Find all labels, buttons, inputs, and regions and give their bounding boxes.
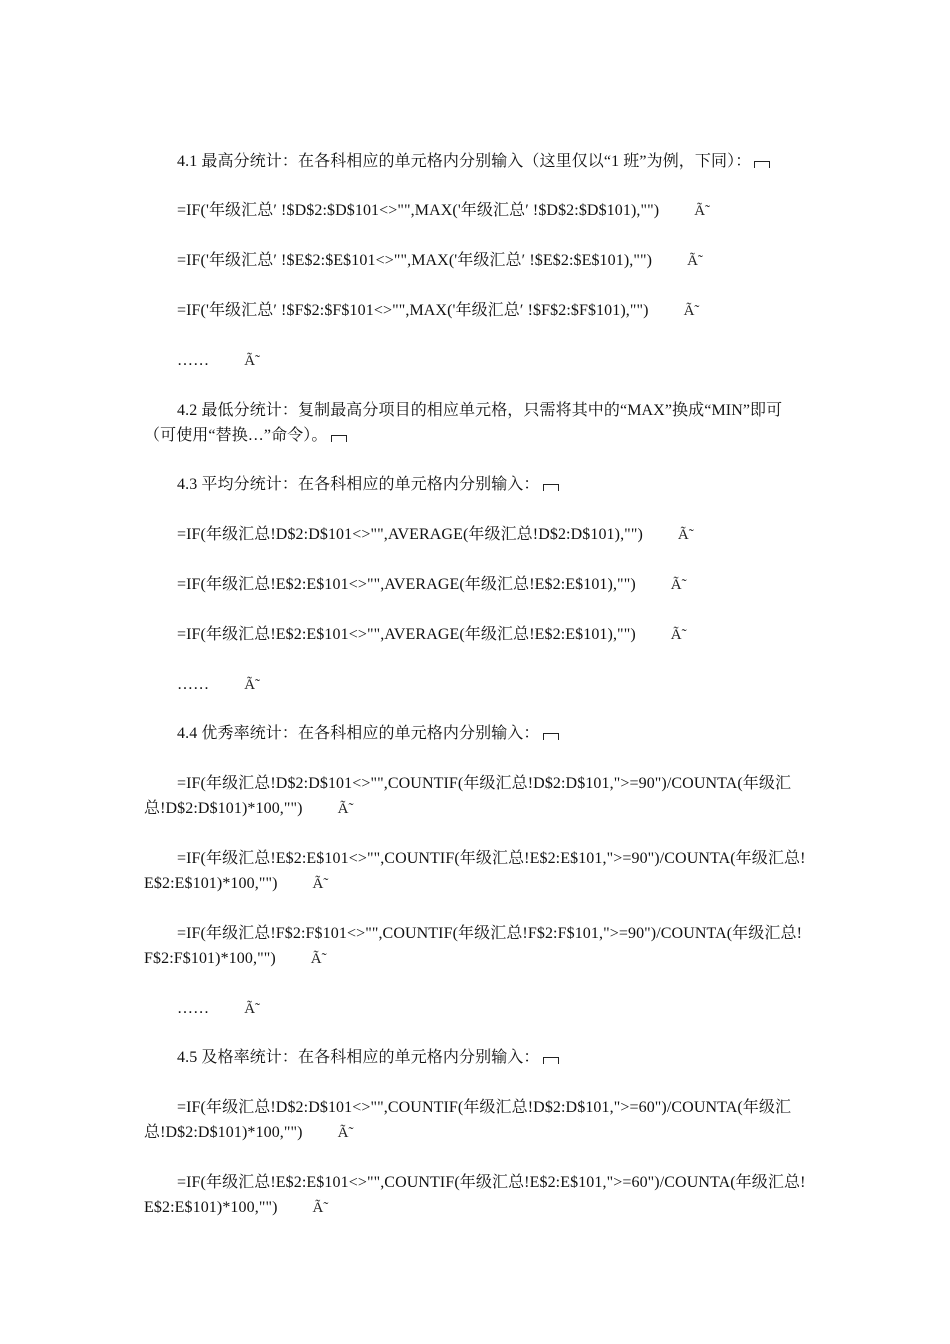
paragraph-text: =IF('年级汇总′ !$E$2:$E$101<>"",MAX('年级汇总′ !$E$2:$E$101),"") <box>177 252 653 269</box>
paragraph-text: …… <box>177 352 210 369</box>
formula-max-f <box>144 298 808 324</box>
line-break-mark-icon: Ã̃ <box>670 627 682 643</box>
paragraph-text: =IF(年级汇总!E$2:E$101<>"",AVERAGE(年级汇总!E$2:E$101),"") <box>177 626 636 643</box>
paragraph-4-4-heading <box>144 721 808 746</box>
paragraph-text: =IF(年级汇总!E$2:E$101<>"",COUNTIF(年级汇总!E$2:E$101,">=90")/COUNTA(年级汇总!E$2:E$101)*100,"") <box>144 850 806 892</box>
line-break-mark-icon: Ã̃ <box>683 303 695 319</box>
line-break-mark-icon: Ã̃ <box>670 577 682 593</box>
line-break-mark-icon: Ã̃ <box>244 353 256 369</box>
paragraph-text: …… <box>177 1000 210 1017</box>
paragraph-text: 4.5 及格率统计：在各科相应的单元格内分别输入： <box>177 1049 540 1066</box>
paragraph-4-2-heading <box>144 398 808 448</box>
line-break-mark-icon: Ã̃ <box>310 951 322 967</box>
formula-max-d <box>144 198 808 224</box>
formula-average-e-repeat <box>144 622 808 648</box>
paragraph-mark-icon <box>543 1057 559 1064</box>
paragraph-text: =IF(年级汇总!E$2:E$101<>"",AVERAGE(年级汇总!E$2:E$101),"") <box>177 576 636 593</box>
formula-excellent-f <box>144 921 808 972</box>
formula-average-e <box>144 572 808 598</box>
paragraph-text: =IF(年级汇总!D$2:D$101<>"",COUNTIF(年级汇总!D$2:D$101,">=90")/COUNTA(年级汇总!D$2:D$101)*100,"") <box>144 775 792 817</box>
paragraph-mark-icon <box>543 484 559 491</box>
formula-average-d <box>144 522 808 548</box>
paragraph-text: =IF('年级汇总′ !$D$2:$D$101<>"",MAX('年级汇总′ !$D$2:$D$101),"") <box>177 202 660 219</box>
paragraph-mark-icon <box>543 733 559 740</box>
ellipsis-line <box>144 672 808 698</box>
line-break-mark-icon: Ã̃ <box>244 1001 256 1017</box>
paragraph-text: 4.3 平均分统计：在各科相应的单元格内分别输入： <box>177 476 540 493</box>
paragraph-text: =IF(年级汇总!E$2:E$101<>"",COUNTIF(年级汇总!E$2:E$101,">=60")/COUNTA(年级汇总!E$2:E$101)*100,"") <box>144 1174 806 1216</box>
paragraph-mark-icon <box>754 161 770 168</box>
line-break-mark-icon: Ã̃ <box>337 1125 349 1141</box>
paragraph-text: 4.4 优秀率统计：在各科相应的单元格内分别输入： <box>177 725 540 742</box>
paragraph-text: =IF(年级汇总!D$2:D$101<>"",COUNTIF(年级汇总!D$2:D$101,">=60")/COUNTA(年级汇总!D$2:D$101)*100,"") <box>144 1099 792 1141</box>
paragraph-text: 4.2 最低分统计：复制最高分项目的相应单元格，只需将其中的“MAX”换成“MIN”即可（可使用“替换…”命令）。 <box>144 402 783 444</box>
formula-pass-e <box>144 1170 808 1221</box>
paragraph-text: 4.1 最高分统计：在各科相应的单元格内分别输入（这里仅以“1 班”为例，下同）： <box>177 153 752 170</box>
line-break-mark-icon: Ã̃ <box>687 253 699 269</box>
line-break-mark-icon: Ã̃ <box>312 876 324 892</box>
paragraph-4-1-heading <box>144 149 808 174</box>
formula-max-e <box>144 248 808 274</box>
line-break-mark-icon: Ã̃ <box>337 801 349 817</box>
paragraph-mark-icon <box>331 435 347 442</box>
paragraph-4-5-heading <box>144 1045 808 1070</box>
paragraph-text: =IF(年级汇总!F$2:F$101<>"",COUNTIF(年级汇总!F$2:F$101,">=90")/COUNTA(年级汇总!F$2:F$101)*100,"") <box>144 925 803 967</box>
line-break-mark-icon: Ã̃ <box>694 203 706 219</box>
ellipsis-line <box>144 996 808 1022</box>
formula-excellent-e <box>144 846 808 897</box>
paragraph-4-3-heading <box>144 472 808 497</box>
paragraph-text: =IF('年级汇总′ !$F$2:$F$101<>"",MAX('年级汇总′ !$F$2:$F$101),"") <box>177 302 649 319</box>
line-break-mark-icon: Ã̃ <box>244 677 256 693</box>
line-break-mark-icon: Ã̃ <box>677 527 689 543</box>
paragraph-text: …… <box>177 676 210 693</box>
line-break-mark-icon: Ã̃ <box>312 1200 324 1216</box>
formula-excellent-d <box>144 771 808 822</box>
paragraph-text: =IF(年级汇总!D$2:D$101<>"",AVERAGE(年级汇总!D$2:D$101),"") <box>177 526 643 543</box>
ellipsis-line <box>144 348 808 374</box>
formula-pass-d <box>144 1095 808 1146</box>
